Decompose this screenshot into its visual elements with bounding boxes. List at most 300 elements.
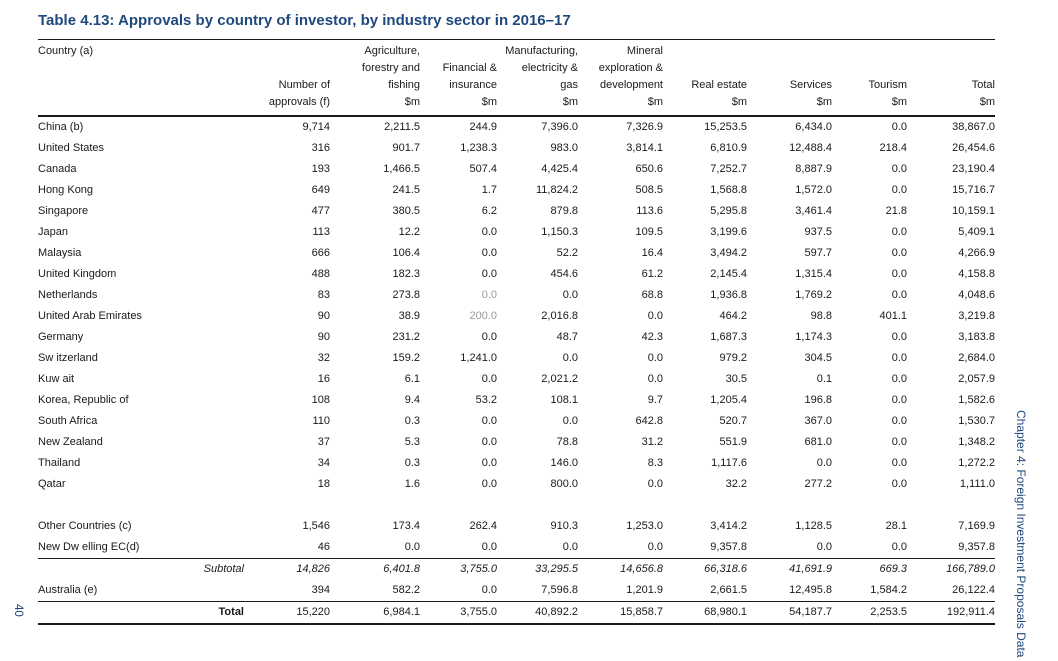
document-content xyxy=(38,12,995,625)
value-cell: 0.0 xyxy=(481,247,497,259)
value-cell: 11,824.2 xyxy=(535,184,578,196)
header-country-cell: Country (a) xyxy=(38,40,250,61)
value-cell: 0.0 xyxy=(891,289,907,301)
value-cell: 66,318.6 xyxy=(663,559,747,581)
table-row xyxy=(38,180,995,201)
value-cell: 182.3 xyxy=(392,268,420,280)
value-cell: 218.4 xyxy=(879,142,907,154)
value-cell: 4,425.4 xyxy=(541,163,578,175)
header-cell xyxy=(250,40,330,61)
header-cell: fishing xyxy=(388,79,420,91)
value-cell: 0.0 xyxy=(481,584,497,596)
value-cell: 0.0 xyxy=(891,394,907,406)
table-body xyxy=(38,116,995,624)
value-cell: 32 xyxy=(317,352,330,364)
value-cell: 15,716.7 xyxy=(952,184,995,196)
value-cell: 0.0 xyxy=(481,541,497,553)
country-cell: Other Countries (c) xyxy=(38,520,132,532)
country-cell: New Dw elling EC(d) xyxy=(38,541,140,553)
value-cell: 41,691.9 xyxy=(747,559,832,581)
country-cell: Netherlands xyxy=(38,289,98,301)
value-cell: 8.3 xyxy=(647,457,663,469)
header-country-cell xyxy=(38,60,250,77)
table-row xyxy=(38,390,995,411)
value-cell: 231.2 xyxy=(392,331,420,343)
value-cell: 6,810.9 xyxy=(710,142,747,154)
value-cell: 0.0 xyxy=(562,415,578,427)
value-cell: 2,211.5 xyxy=(384,121,420,133)
page-number: 40 xyxy=(12,604,24,617)
country-cell: Singapore xyxy=(38,205,89,217)
value-cell: 40,892.2 xyxy=(497,602,578,625)
value-cell: 1,201.9 xyxy=(626,584,663,596)
value-cell: 0.0 xyxy=(562,352,578,364)
value-cell: 98.8 xyxy=(810,310,832,322)
value-cell: 7,252.7 xyxy=(710,163,747,175)
value-cell: 0.0 xyxy=(816,457,832,469)
value-cell: 241.5 xyxy=(392,184,420,196)
value-cell: 32.2 xyxy=(725,478,747,490)
value-cell: 1.7 xyxy=(481,184,497,196)
value-cell: 0.0 xyxy=(481,478,497,490)
header-cell xyxy=(663,60,747,77)
country-cell: Thailand xyxy=(38,457,81,469)
value-cell: 879.8 xyxy=(550,205,578,217)
value-cell: 46 xyxy=(317,541,330,553)
value-cell: 108.1 xyxy=(550,394,578,406)
value-cell: 666 xyxy=(311,247,330,259)
header-cell xyxy=(907,40,995,61)
header-row xyxy=(38,94,995,116)
country-cell: New Zealand xyxy=(38,436,103,448)
country-cell: Germany xyxy=(38,331,84,343)
value-cell: 1.6 xyxy=(404,478,420,490)
country-cell: Canada xyxy=(38,163,77,175)
header-cell: Total xyxy=(971,79,995,91)
value-cell: 2,021.2 xyxy=(541,373,578,385)
value-cell: 26,454.6 xyxy=(952,142,995,154)
value-cell: 0.0 xyxy=(481,226,497,238)
country-cell: United States xyxy=(38,142,105,154)
value-cell: 1,315.4 xyxy=(795,268,832,280)
value-cell: 649 xyxy=(311,184,330,196)
value-cell: 277.2 xyxy=(804,478,832,490)
header-cell: $m xyxy=(497,94,578,116)
value-cell: 3,183.8 xyxy=(958,331,995,343)
country-cell: Malaysia xyxy=(38,247,82,259)
value-cell: 6,434.0 xyxy=(795,121,832,133)
header-cell: $m xyxy=(420,94,497,116)
country-cell: Hong Kong xyxy=(38,184,94,196)
value-cell: 367.0 xyxy=(804,415,832,427)
table-header xyxy=(38,40,995,117)
header-cell: $m xyxy=(747,94,832,116)
value-cell: 78.8 xyxy=(556,436,578,448)
country-cell: South Africa xyxy=(38,415,98,427)
value-cell: 0.0 xyxy=(891,247,907,259)
value-cell: 12,495.8 xyxy=(789,584,832,596)
value-cell: 681.0 xyxy=(804,436,832,448)
value-cell: 146.0 xyxy=(550,457,578,469)
value-cell: 0.0 xyxy=(647,373,663,385)
value-cell: 48.7 xyxy=(556,331,578,343)
value-cell: 9,714 xyxy=(302,121,330,133)
table-row xyxy=(38,285,995,306)
country-cell: Korea, Republic of xyxy=(38,394,129,406)
value-cell: 800.0 xyxy=(550,478,578,490)
value-cell: 1,584.2 xyxy=(870,584,907,596)
table-title: Table 4.13: Approvals by country of investor, by industry sector in 2016–17 xyxy=(38,12,571,29)
table-row xyxy=(38,306,995,327)
value-cell: 4,048.6 xyxy=(958,289,995,301)
table-row xyxy=(38,453,995,474)
header-cell xyxy=(250,60,330,77)
value-cell: 380.5 xyxy=(392,205,420,217)
header-row xyxy=(38,40,995,61)
value-cell: 0.0 xyxy=(891,415,907,427)
value-cell: 9,357.8 xyxy=(710,541,747,553)
value-cell: 90 xyxy=(317,310,330,322)
country-cell: United Arab Emirates xyxy=(38,310,142,322)
value-cell: 5,409.1 xyxy=(958,226,995,238)
value-cell: 937.5 xyxy=(804,226,832,238)
table-row xyxy=(38,369,995,390)
value-cell: 910.3 xyxy=(550,520,578,532)
header-cell xyxy=(420,40,497,61)
value-cell: 0.0 xyxy=(647,352,663,364)
header-cell: Services xyxy=(789,79,832,91)
country-cell: Subtotal xyxy=(38,559,250,581)
value-cell: 0.0 xyxy=(891,121,907,133)
value-cell: 7,596.8 xyxy=(541,584,578,596)
value-cell: 454.6 xyxy=(550,268,578,280)
value-cell: 477 xyxy=(311,205,330,217)
table-row xyxy=(38,602,995,625)
value-cell: 5,295.8 xyxy=(710,205,747,217)
value-cell: 83 xyxy=(317,289,330,301)
table-row xyxy=(38,243,995,264)
header-cell: approvals (f) xyxy=(250,94,330,116)
value-cell: 0.3 xyxy=(404,457,420,469)
value-cell: 34 xyxy=(317,457,330,469)
value-cell: 507.4 xyxy=(469,163,497,175)
header-cell: Real estate xyxy=(691,79,747,91)
header-country-cell xyxy=(38,94,250,116)
value-cell: 582.2 xyxy=(392,584,420,596)
table-row xyxy=(38,474,995,495)
value-cell: 0.0 xyxy=(647,478,663,490)
value-cell: 3,461.4 xyxy=(795,205,832,217)
value-cell: 6.2 xyxy=(481,205,497,217)
value-cell: 0.0 xyxy=(891,436,907,448)
value-cell: 38.9 xyxy=(398,310,420,322)
table-row xyxy=(38,138,995,159)
value-cell: 508.5 xyxy=(635,184,663,196)
value-cell: 16 xyxy=(317,373,330,385)
value-cell: 0.0 xyxy=(481,331,497,343)
value-cell: 68.8 xyxy=(641,289,663,301)
value-cell: 464.2 xyxy=(719,310,747,322)
value-cell: 23,190.4 xyxy=(952,163,995,175)
header-cell: gas xyxy=(560,79,578,91)
value-cell: 2,661.5 xyxy=(710,584,747,596)
country-cell: Total xyxy=(38,602,250,625)
value-cell: 1,582.6 xyxy=(958,394,995,406)
value-cell: 3,494.2 xyxy=(710,247,747,259)
header-cell: $m xyxy=(330,94,420,116)
value-cell: 4,158.8 xyxy=(958,268,995,280)
value-cell: 1,687.3 xyxy=(710,331,747,343)
value-cell: 669.3 xyxy=(832,559,907,581)
country-cell: Japan xyxy=(38,226,68,238)
header-cell: $m xyxy=(832,94,907,116)
value-cell: 0.0 xyxy=(891,373,907,385)
value-cell: 488 xyxy=(311,268,330,280)
value-cell: 262.4 xyxy=(469,520,497,532)
value-cell: 1,348.2 xyxy=(958,436,995,448)
table-row xyxy=(38,348,995,369)
header-cell: Financial & xyxy=(442,62,497,74)
table-row xyxy=(38,559,995,581)
value-cell: 192,911.4 xyxy=(907,602,995,625)
value-cell: 5.3 xyxy=(404,436,420,448)
value-cell: 108 xyxy=(311,394,330,406)
value-cell: 0.0 xyxy=(816,541,832,553)
value-cell: 0.0 xyxy=(481,457,497,469)
value-cell: 0.0 xyxy=(891,226,907,238)
value-cell: 21.8 xyxy=(885,205,907,217)
value-cell: 901.7 xyxy=(392,142,420,154)
spacer-cell xyxy=(38,495,995,516)
header-cell xyxy=(832,40,907,61)
header-cell: $m xyxy=(663,94,747,116)
value-cell: 1,466.5 xyxy=(383,163,420,175)
country-cell: Australia (e) xyxy=(38,584,98,596)
value-cell: 1,174.3 xyxy=(795,331,832,343)
value-cell: 273.8 xyxy=(392,289,420,301)
value-cell: 1,238.3 xyxy=(460,142,497,154)
header-cell: forestry and xyxy=(361,62,420,74)
value-cell: 1,769.2 xyxy=(795,289,832,301)
header-cell xyxy=(663,40,747,61)
value-cell: 0.0 xyxy=(481,415,497,427)
value-cell: 0.0 xyxy=(891,268,907,280)
value-cell: 0.0 xyxy=(404,541,420,553)
value-cell: 6,401.8 xyxy=(330,559,420,581)
value-cell: 31.2 xyxy=(641,436,663,448)
header-row xyxy=(38,77,995,94)
value-cell: 0.0 xyxy=(891,457,907,469)
value-cell: 642.8 xyxy=(635,415,663,427)
value-cell: 3,814.1 xyxy=(626,142,663,154)
value-cell: 1,568.8 xyxy=(710,184,747,196)
country-cell: United Kingdom xyxy=(38,268,117,280)
value-cell: 0.0 xyxy=(481,289,497,301)
value-cell: 0.0 xyxy=(481,373,497,385)
value-cell: 3,199.6 xyxy=(710,226,747,238)
header-cell xyxy=(747,40,832,61)
value-cell: 159.2 xyxy=(392,352,420,364)
header-cell: Tourism xyxy=(868,79,907,91)
value-cell: 304.5 xyxy=(804,352,832,364)
value-cell: 26,122.4 xyxy=(952,584,995,596)
value-cell: 2,016.8 xyxy=(541,310,578,322)
value-cell: 1,272.2 xyxy=(958,457,995,469)
table-row xyxy=(38,537,995,559)
header-cell xyxy=(747,60,832,77)
value-cell: 1,546 xyxy=(302,520,330,532)
value-cell: 15,253.5 xyxy=(704,121,747,133)
country-cell: China (b) xyxy=(38,121,84,133)
value-cell: 0.0 xyxy=(891,163,907,175)
value-cell: 1,241.0 xyxy=(460,352,497,364)
header-cell: Number of xyxy=(278,79,330,91)
value-cell: 520.7 xyxy=(719,415,747,427)
header-row xyxy=(38,60,995,77)
value-cell: 196.8 xyxy=(804,394,832,406)
value-cell: 1,572.0 xyxy=(795,184,832,196)
value-cell: 0.0 xyxy=(891,184,907,196)
header-cell xyxy=(907,60,995,77)
value-cell: 2,145.4 xyxy=(710,268,747,280)
value-cell: 1,150.3 xyxy=(541,226,578,238)
value-cell: 3,414.2 xyxy=(710,520,747,532)
value-cell: 30.5 xyxy=(725,373,747,385)
value-cell: 1,111.0 xyxy=(959,478,995,490)
value-cell: 9.4 xyxy=(404,394,420,406)
value-cell: 53.2 xyxy=(475,394,497,406)
value-cell: 12.2 xyxy=(398,226,420,238)
value-cell: 38,867.0 xyxy=(952,121,995,133)
value-cell: 1,205.4 xyxy=(710,394,747,406)
value-cell: 0.0 xyxy=(562,541,578,553)
value-cell: 0.0 xyxy=(891,541,907,553)
header-cell: $m xyxy=(578,94,663,116)
value-cell: 2,684.0 xyxy=(958,352,995,364)
spacer-row xyxy=(38,495,995,516)
value-cell: 12,488.4 xyxy=(789,142,832,154)
value-cell: 401.1 xyxy=(879,310,907,322)
value-cell: 193 xyxy=(311,163,330,175)
approvals-table xyxy=(38,39,995,625)
header-cell: Agriculture, xyxy=(330,40,420,61)
country-cell: Sw itzerland xyxy=(38,352,98,364)
value-cell: 166,789.0 xyxy=(907,559,995,581)
value-cell: 7,396.0 xyxy=(541,121,578,133)
value-cell: 2,057.9 xyxy=(958,373,995,385)
header-cell: Manufacturing, xyxy=(497,40,578,61)
table-row xyxy=(38,201,995,222)
value-cell: 42.3 xyxy=(641,331,663,343)
value-cell: 3,219.8 xyxy=(958,310,995,322)
header-cell: electricity & xyxy=(521,62,578,74)
value-cell: 9.7 xyxy=(647,394,663,406)
value-cell: 3,755.0 xyxy=(420,559,497,581)
value-cell: 0.0 xyxy=(647,541,663,553)
value-cell: 16.4 xyxy=(641,247,663,259)
table-row xyxy=(38,159,995,180)
header-cell: $m xyxy=(907,94,995,116)
value-cell: 244.9 xyxy=(469,121,497,133)
value-cell: 0.3 xyxy=(404,415,420,427)
header-cell: exploration & xyxy=(598,62,663,74)
value-cell: 6.1 xyxy=(404,373,420,385)
value-cell: 110 xyxy=(312,415,330,427)
value-cell: 54,187.7 xyxy=(747,602,832,625)
value-cell: 0.1 xyxy=(816,373,832,385)
value-cell: 113.6 xyxy=(636,205,663,217)
country-cell: Qatar xyxy=(38,478,66,490)
header-cell: Mineral xyxy=(578,40,663,61)
value-cell: 109.5 xyxy=(635,226,663,238)
value-cell: 10,159.1 xyxy=(952,205,995,217)
table-row xyxy=(38,264,995,285)
value-cell: 1,253.0 xyxy=(626,520,663,532)
header-cell: insurance xyxy=(449,79,497,91)
value-cell: 2,253.5 xyxy=(832,602,907,625)
value-cell: 173.4 xyxy=(392,520,420,532)
value-cell: 1,128.5 xyxy=(795,520,832,532)
value-cell: 551.9 xyxy=(719,436,747,448)
table-row xyxy=(38,432,995,453)
value-cell: 7,169.9 xyxy=(958,520,995,532)
value-cell: 14,826 xyxy=(250,559,330,581)
table-row xyxy=(38,327,995,348)
value-cell: 597.7 xyxy=(804,247,832,259)
value-cell: 18 xyxy=(317,478,330,490)
value-cell: 1,530.7 xyxy=(958,415,995,427)
value-cell: 0.0 xyxy=(481,436,497,448)
value-cell: 0.0 xyxy=(562,289,578,301)
value-cell: 15,220 xyxy=(250,602,330,625)
value-cell: 113 xyxy=(312,226,330,238)
value-cell: 68,980.1 xyxy=(663,602,747,625)
value-cell: 14,656.8 xyxy=(578,559,663,581)
value-cell: 200.0 xyxy=(469,310,497,322)
value-cell: 0.0 xyxy=(891,478,907,490)
value-cell: 9,357.8 xyxy=(958,541,995,553)
value-cell: 0.0 xyxy=(481,268,497,280)
value-cell: 316 xyxy=(311,142,330,154)
value-cell: 7,326.9 xyxy=(626,121,663,133)
value-cell: 15,858.7 xyxy=(578,602,663,625)
value-cell: 8,887.9 xyxy=(795,163,832,175)
table-row xyxy=(38,580,995,602)
table-row xyxy=(38,516,995,537)
chapter-sidebar-label: Chapter 4: Foreign Investment Proposals Data xyxy=(1014,409,1028,657)
value-cell: 28.1 xyxy=(885,520,907,532)
value-cell: 37 xyxy=(317,436,330,448)
value-cell: 4,266.9 xyxy=(958,247,995,259)
value-cell: 979.2 xyxy=(719,352,747,364)
table-row xyxy=(38,116,995,138)
header-cell xyxy=(832,60,907,77)
header-cell: development xyxy=(600,79,663,91)
value-cell: 106.4 xyxy=(392,247,420,259)
value-cell: 983.0 xyxy=(550,142,578,154)
value-cell: 0.0 xyxy=(647,310,663,322)
value-cell: 0.0 xyxy=(891,331,907,343)
table-row xyxy=(38,411,995,432)
value-cell: 0.0 xyxy=(891,352,907,364)
value-cell: 650.6 xyxy=(635,163,663,175)
table-row xyxy=(38,222,995,243)
value-cell: 1,117.6 xyxy=(711,457,747,469)
value-cell: 90 xyxy=(317,331,330,343)
value-cell: 1,936.8 xyxy=(710,289,747,301)
value-cell: 33,295.5 xyxy=(497,559,578,581)
value-cell: 6,984.1 xyxy=(330,602,420,625)
